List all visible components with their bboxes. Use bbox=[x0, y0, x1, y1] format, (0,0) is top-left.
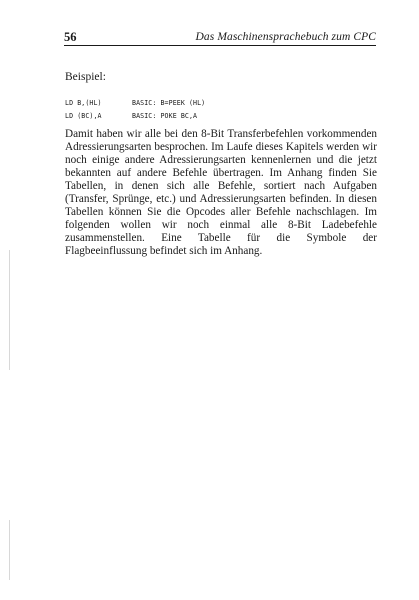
assembler-instruction: LD B,(HL) bbox=[65, 99, 102, 107]
running-header bbox=[64, 31, 376, 46]
assembler-instruction: LD (BC),A bbox=[65, 112, 102, 120]
example-label: Beispiel: bbox=[65, 71, 106, 83]
page-number: 56 bbox=[64, 30, 77, 44]
code-line bbox=[65, 97, 205, 110]
code-line bbox=[65, 110, 205, 123]
scan-edge-mark bbox=[9, 250, 10, 370]
running-title: Das Maschinensprachebuch zum CPC bbox=[195, 31, 376, 43]
scan-edge-mark bbox=[9, 520, 10, 580]
body-paragraph: Damit haben wir alle bei den 8-Bit Transferbefehlen vorkommenden Adressierungsarten besprochen. Im Laufe dieses Kapitels werden wir noch einige andere Adressierungsarten kennenlernen und die jetzt bekannten auf andere Befehle übertragen. Im Anhang finden Sie Tabellen, in denen sich alle Befehle, sortiert nach Aufgaben (Transfer, Sprünge, etc.) und Adressierungsarten befinden. In diesen Tabellen können Sie die Opcodes aller Befehle nachschlagen. Im folgenden wollen wir noch einmal alle 8-Bit Ladebefehle zusammenstellen. Eine Tabelle für die Symbole der Flagbeeinflussung befindet sich im Anhang. bbox=[65, 128, 377, 257]
basic-equivalent: BASIC: B=PEEK (HL) bbox=[132, 99, 206, 107]
code-example bbox=[65, 97, 205, 123]
basic-equivalent: BASIC: POKE BC,A bbox=[132, 112, 198, 120]
